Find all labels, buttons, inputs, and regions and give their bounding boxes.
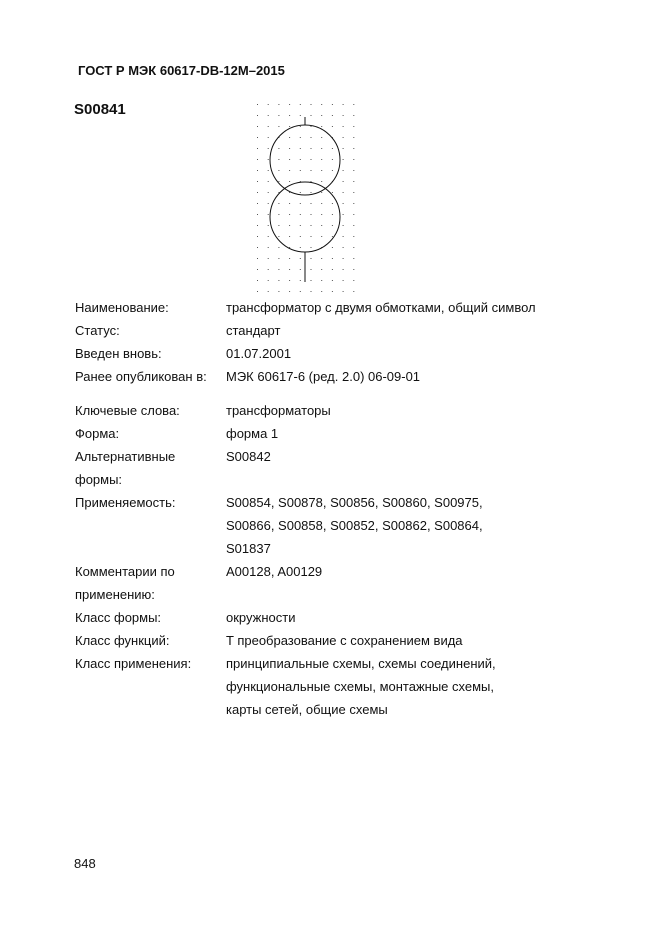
grid-dot [268, 269, 269, 270]
grid-dot [257, 148, 258, 149]
grid-dot [311, 203, 312, 204]
grid-dot [311, 159, 312, 160]
field-value: стандарт [226, 323, 281, 338]
grid-dot [321, 258, 322, 259]
field-row [75, 445, 556, 491]
grid-dot [321, 115, 322, 116]
field-row [75, 652, 556, 721]
grid-dot [300, 258, 301, 259]
grid-dot [300, 214, 301, 215]
primary-winding-circle [270, 125, 340, 195]
grid-dot [289, 170, 290, 171]
grid-dot [278, 214, 279, 215]
secondary-winding-circle [270, 182, 340, 252]
grid-dot [332, 225, 333, 226]
grid-dot [311, 291, 312, 292]
grid-dot [300, 269, 301, 270]
grid-dot [268, 159, 269, 160]
grid-dot [268, 236, 269, 237]
grid-dot [343, 236, 344, 237]
grid-dot [278, 115, 279, 116]
field-row [75, 606, 556, 629]
grid-dot [311, 181, 312, 182]
grid-dot [268, 115, 269, 116]
grid-dot [268, 291, 269, 292]
grid-dot [278, 291, 279, 292]
grid-dot [353, 247, 354, 248]
field-label: Класс применения: [75, 656, 192, 671]
grid-dot [300, 236, 301, 237]
field-value: S00854, S00878, S00856, S00860, S00975, S00866, S00858, S00852, S00862, S00864, S01837 [226, 495, 483, 556]
grid-dot [343, 104, 344, 105]
grid-dot [353, 126, 354, 127]
grid-dot [311, 148, 312, 149]
field-value: S00842 [226, 449, 271, 464]
grid-dot [300, 192, 301, 193]
grid-dot [268, 225, 269, 226]
grid-dot [311, 104, 312, 105]
grid-dot [353, 291, 354, 292]
grid-dot [278, 159, 279, 160]
grid-dot [311, 126, 312, 127]
grid-dot [289, 181, 290, 182]
field-label: Ранее опубликован в: [75, 369, 207, 384]
grid-dot [343, 269, 344, 270]
grid-dot [332, 192, 333, 193]
grid-dot [278, 258, 279, 259]
field-row [75, 365, 556, 388]
grid-dot [332, 236, 333, 237]
grid-dot [311, 269, 312, 270]
symbol-code: S00841 [74, 101, 126, 118]
grid-dot [278, 126, 279, 127]
grid-dot [257, 258, 258, 259]
grid-dot [332, 214, 333, 215]
grid-dot [278, 203, 279, 204]
field-label: Комментарии по применению: [75, 564, 175, 602]
grid-dot [332, 280, 333, 281]
grid-dot [353, 137, 354, 138]
grid-dot [332, 104, 333, 105]
grid-dot [311, 280, 312, 281]
grid-dot [353, 225, 354, 226]
field-row [75, 629, 556, 652]
grid-dot [343, 148, 344, 149]
grid-dot [311, 214, 312, 215]
grid-dot [353, 181, 354, 182]
grid-dot [321, 192, 322, 193]
grid-dot [268, 192, 269, 193]
field-row [75, 422, 556, 445]
grid-dot [278, 148, 279, 149]
field-value: МЭК 60617-6 (ред. 2.0) 06-09-01 [226, 369, 421, 384]
grid-dot [257, 203, 258, 204]
grid-dot [257, 115, 258, 116]
grid-dot [257, 170, 258, 171]
grid-dot [300, 280, 301, 281]
grid-dot [343, 214, 344, 215]
grid-dot [300, 148, 301, 149]
grid-dot [332, 115, 333, 116]
grid-dot [289, 291, 290, 292]
grid-dot [311, 225, 312, 226]
grid-dot [343, 170, 344, 171]
field-row [75, 491, 556, 560]
grid-dot [332, 203, 333, 204]
grid-dot [289, 159, 290, 160]
grid-dot [268, 203, 269, 204]
grid-dot [321, 126, 322, 127]
grid-dot [353, 236, 354, 237]
grid-dot [321, 104, 322, 105]
field-row [75, 319, 556, 342]
grid-dot [321, 269, 322, 270]
grid-dot [278, 236, 279, 237]
grid-dot [343, 181, 344, 182]
grid-dot [321, 236, 322, 237]
field-value: 01.07.2001 [226, 346, 292, 361]
grid-dot [321, 225, 322, 226]
grid-dot [332, 159, 333, 160]
grid-dot [321, 181, 322, 182]
grid-dot [311, 115, 312, 116]
field-value: окружности [226, 610, 296, 625]
grid-dot [343, 192, 344, 193]
page-number: 848 [74, 856, 96, 871]
field-value: A00128, A00129 [226, 564, 323, 579]
grid-dot [300, 291, 301, 292]
grid-dot [332, 269, 333, 270]
grid-dot [289, 258, 290, 259]
grid-dot [257, 159, 258, 160]
grid-dot [289, 115, 290, 116]
grid-dot [353, 192, 354, 193]
grid-dot [321, 148, 322, 149]
grid-dot [278, 269, 279, 270]
grid-dot [311, 192, 312, 193]
grid-dot [353, 159, 354, 160]
grid-dot [332, 148, 333, 149]
field-row [75, 296, 556, 319]
document-header: ГОСТ Р МЭК 60617-DB-12M–2015 [78, 63, 285, 78]
field-label: Форма: [75, 426, 120, 441]
grid-dot [268, 104, 269, 105]
field-label: Класс формы: [75, 610, 162, 625]
grid-dot [257, 214, 258, 215]
grid-dot [268, 247, 269, 248]
grid-dot [311, 258, 312, 259]
grid-dot [321, 291, 322, 292]
grid-dot [353, 104, 354, 105]
grid-dot [311, 236, 312, 237]
grid-dot [353, 170, 354, 171]
grid-dot [343, 159, 344, 160]
grid-dot [278, 170, 279, 171]
grid-dot [289, 236, 290, 237]
grid-dot [300, 225, 301, 226]
grid-dot [353, 214, 354, 215]
grid-dot [257, 181, 258, 182]
grid-dot [289, 137, 290, 138]
grid-dot [311, 137, 312, 138]
grid-dot [289, 280, 290, 281]
field-label: Альтернативные формы: [75, 449, 176, 487]
grid-dot [343, 258, 344, 259]
grid-dot [257, 236, 258, 237]
field-label: Наименование: [75, 300, 169, 315]
grid-dot [343, 137, 344, 138]
grid-dot [257, 225, 258, 226]
grid-dot [332, 291, 333, 292]
grid-dot [353, 280, 354, 281]
grid-dot [268, 181, 269, 182]
grid-dot [332, 258, 333, 259]
field-value: трансформаторы [226, 403, 331, 418]
grid-dot [257, 247, 258, 248]
grid-dot [289, 203, 290, 204]
grid-dot [321, 203, 322, 204]
field-list [75, 296, 556, 721]
grid-dot [257, 126, 258, 127]
grid-dot [343, 291, 344, 292]
grid-dot [278, 181, 279, 182]
grid-dot [268, 137, 269, 138]
grid-dot [343, 115, 344, 116]
grid-dot [300, 170, 301, 171]
grid-dot [343, 280, 344, 281]
grid-dot [289, 104, 290, 105]
grid-dots [257, 104, 354, 292]
grid-dot [300, 104, 301, 105]
grid-dot [332, 170, 333, 171]
grid-dot [289, 126, 290, 127]
grid-dot [289, 214, 290, 215]
grid-dot [268, 280, 269, 281]
grid-dot [278, 104, 279, 105]
grid-dot [300, 137, 301, 138]
grid-dot [257, 104, 258, 105]
grid-dot [321, 170, 322, 171]
grid-dot [300, 159, 301, 160]
grid-dot [300, 115, 301, 116]
grid-dot [332, 126, 333, 127]
grid-dot [257, 269, 258, 270]
grid-dot [343, 247, 344, 248]
grid-dot [289, 269, 290, 270]
grid-dot [289, 225, 290, 226]
grid-dot [268, 258, 269, 259]
grid-dot [268, 148, 269, 149]
grid-dot [257, 192, 258, 193]
grid-dot [268, 214, 269, 215]
grid-dot [332, 247, 333, 248]
grid-dot [257, 280, 258, 281]
field-label: Применяемость: [75, 495, 176, 510]
grid-dot [353, 115, 354, 116]
field-value: форма 1 [226, 426, 279, 441]
field-label: Ключевые слова: [75, 403, 180, 418]
field-row [75, 342, 556, 365]
grid-dot [278, 280, 279, 281]
grid-dot [300, 126, 301, 127]
grid-dot [300, 247, 301, 248]
grid-dot [343, 203, 344, 204]
field-label: Класс функций: [75, 633, 170, 648]
grid-dot [257, 291, 258, 292]
grid-dot [311, 247, 312, 248]
grid-dot [321, 280, 322, 281]
field-label: Статус: [75, 323, 120, 338]
grid-dot [311, 170, 312, 171]
field-label: Введен вновь: [75, 346, 162, 361]
grid-dot [353, 258, 354, 259]
grid-dot [321, 159, 322, 160]
field-row [75, 399, 556, 422]
grid-dot [343, 126, 344, 127]
grid-dot [343, 225, 344, 226]
grid-dot [353, 203, 354, 204]
grid-dot [268, 170, 269, 171]
grid-dot [278, 247, 279, 248]
grid-dot [289, 148, 290, 149]
grid-dot [300, 203, 301, 204]
field-value: T преобразование с сохранением вида [226, 633, 463, 648]
field-value: принципиальные схемы, схемы соединений, функциональные схемы, монтажные схемы, карты сетей, общие схемы [226, 656, 496, 717]
grid-dot [257, 137, 258, 138]
grid-dot [268, 126, 269, 127]
field-row [75, 560, 556, 606]
grid-dot [321, 137, 322, 138]
grid-dot [353, 269, 354, 270]
grid-dot [278, 225, 279, 226]
grid-dot [353, 148, 354, 149]
transformer-symbol-drawing [250, 98, 365, 298]
grid-dot [321, 214, 322, 215]
field-value: трансформатор с двумя обмотками, общий символ [226, 300, 536, 315]
